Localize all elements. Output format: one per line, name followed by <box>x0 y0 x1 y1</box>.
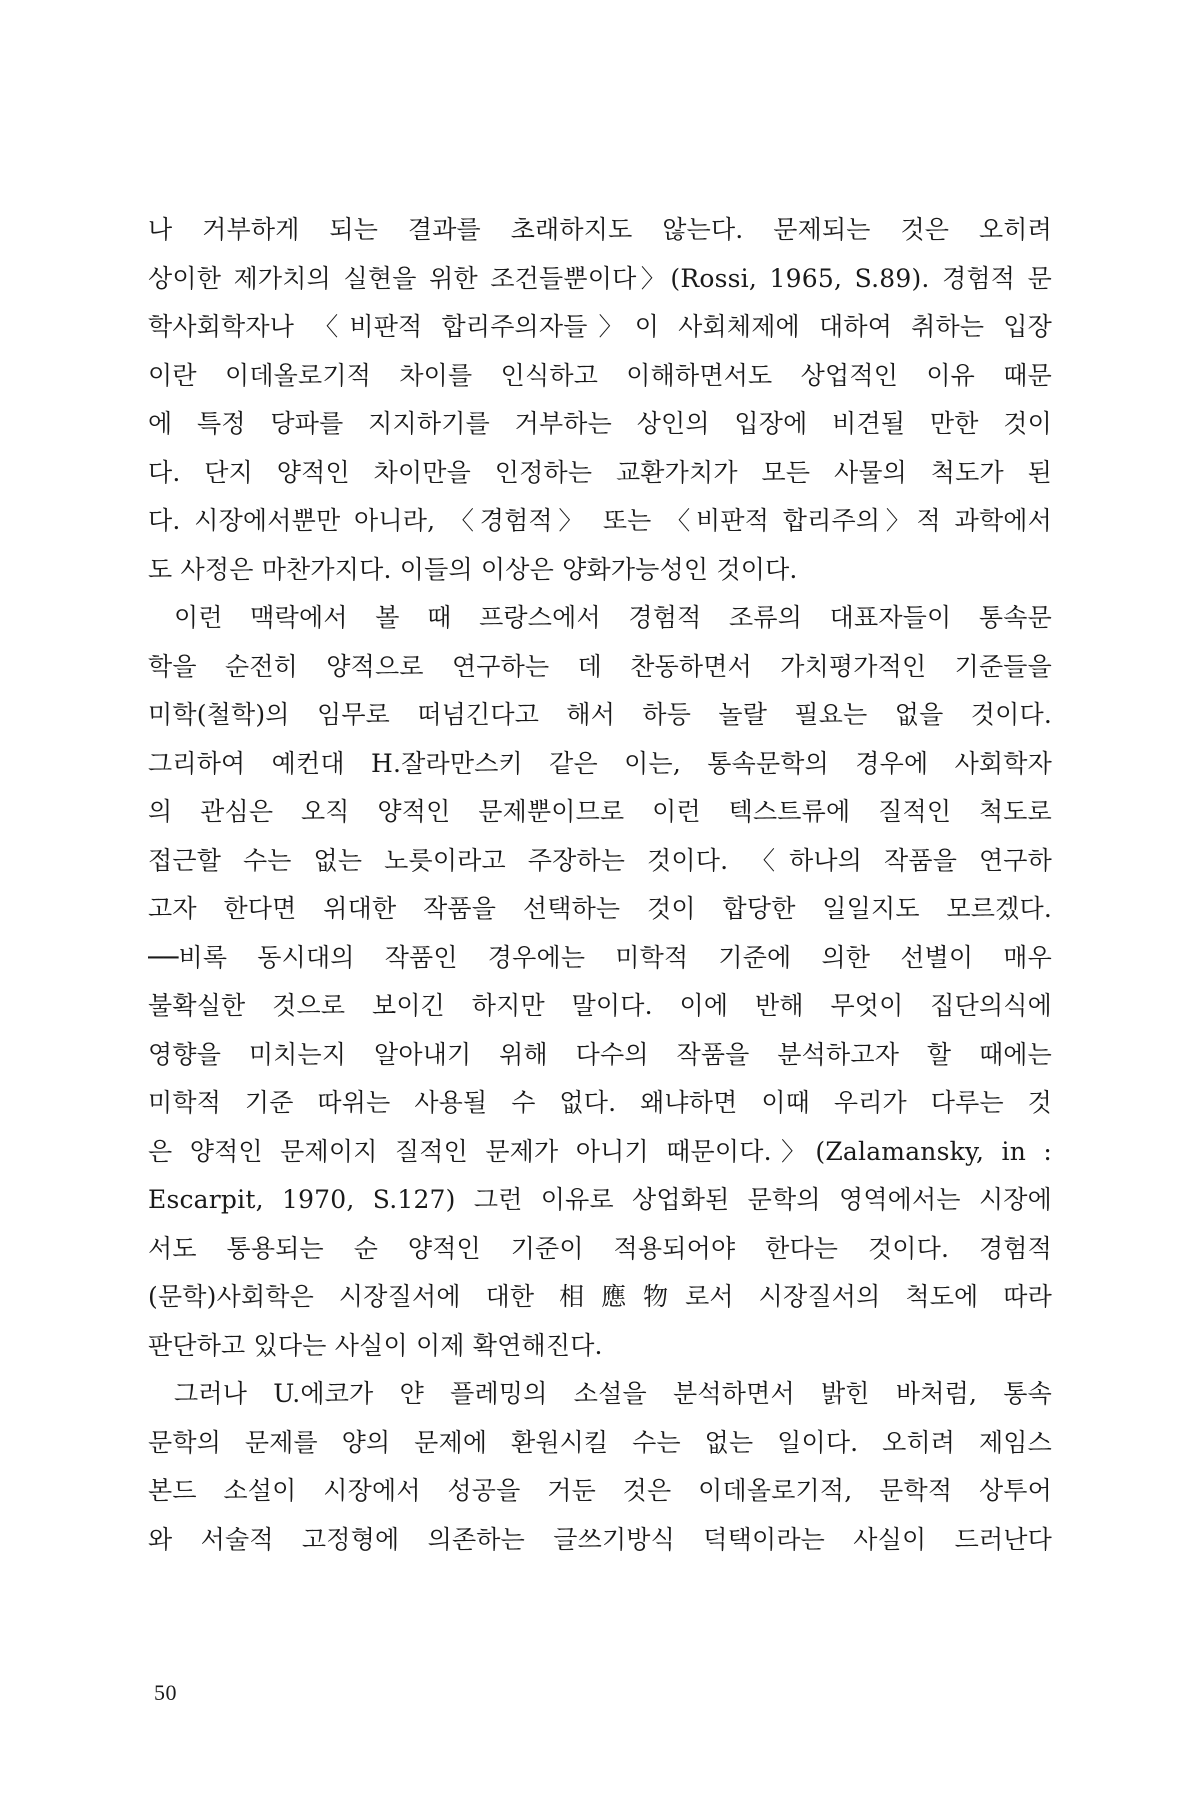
text-line: 다. 단지 양적인 차이만을 인정하는 교환가치가 모든 사물의 척도가 된 <box>148 457 1052 487</box>
text-line: (문학)사회학은 시장질서에 대한 相應物로서 시장질서의 척도에 따라 <box>148 1282 1052 1311</box>
text-line: 본드 소설이 시장에서 성공을 거둔 것은 이데올로기적, 문학적 상투어 <box>148 1476 1052 1505</box>
text-line: 그러나 U.에코가 얀 플레밍의 소설을 분석하면서 밝힌 바처럼, 통속 <box>174 1379 1052 1408</box>
body-text <box>148 206 1052 1564</box>
text-line: 이런 맥락에서 볼 때 프랑스에서 경험적 조류의 대표자들이 통속문 <box>174 603 1052 632</box>
text-line: 그리하여 예컨대 H.잘라만스키 같은 이는, 통속문학의 경우에 사회학자 <box>148 748 1052 778</box>
text-line: 서도 통용되는 순 양적인 기준이 적용되어야 한다는 것이다. 경험적 <box>148 1233 1052 1263</box>
text-line: 나 거부하게 되는 결과를 초래하지도 않는다. 문제되는 것은 오히려 <box>148 215 1052 244</box>
page-number: 50 <box>154 1680 177 1705</box>
text-line: 다. 시장에서뿐만 아니라, 〈경험적〉 또는 〈비판적 합리주의〉적 과학에서 <box>148 506 1052 535</box>
text-line: 접근할 수는 없는 노릇이라고 주장하는 것이다. 〈하나의 작품을 연구하 <box>148 845 1052 875</box>
text-line: 미학(철학)의 임무로 떠넘긴다고 해서 하등 놀랄 필요는 없을 것이다. <box>148 700 1052 729</box>
text-line: 이란 이데올로기적 차이를 인식하고 이해하면서도 상업적인 이유 때문 <box>148 360 1052 390</box>
text-line: 도 사정은 마찬가지다. 이들의 이상은 양화가능성인 것이다. <box>148 554 798 584</box>
text-line: ──비록 동시대의 작품인 경우에는 미학적 기준에 의한 선별이 매우 <box>148 942 1052 972</box>
text-line: 불확실한 것으로 보이긴 하지만 말이다. 이에 반해 무엇이 집단의식에 <box>148 991 1052 1020</box>
text-line: 학사회학자나 〈비판적 합리주의자들〉이 사회체제에 대하여 취하는 입장 <box>148 312 1052 341</box>
text-line: 학을 순전히 양적으로 연구하는 데 찬동하면서 가치평가적인 기준들을 <box>148 651 1052 681</box>
text-line: Escarpit, 1970, S.127) 그런 이유로 상업화된 문학의 영역에서는 시장에 <box>148 1185 1052 1214</box>
text-line: 고자 한다면 위대한 작품을 선택하는 것이 합당한 일일지도 모르겠다. <box>148 894 1052 923</box>
text-line: 에 특정 당파를 지지하기를 거부하는 상인의 입장에 비견될 만한 것이 <box>148 409 1052 438</box>
text-line: 상이한 제가치의 실현을 위한 조건들뿐이다〉(Rossi, 1965, S.89). 경험적 문 <box>148 263 1052 293</box>
text-line: 문학의 문제를 양의 문제에 환원시킬 수는 없는 일이다. 오히려 제임스 <box>148 1427 1052 1457</box>
text-line: 와 서술적 고정형에 의존하는 글쓰기방식 덕택이라는 사실이 드러난다 <box>148 1524 1052 1554</box>
text-line: 판단하고 있다는 사실이 이제 확연해진다. <box>148 1330 603 1360</box>
text-line: 미학적 기준 따위는 사용될 수 없다. 왜냐하면 이때 우리가 다루는 것 <box>148 1088 1052 1117</box>
text-line: 영향을 미치는지 알아내기 위해 다수의 작품을 분석하고자 할 때에는 <box>148 1039 1052 1069</box>
text-line: 은 양적인 문제이지 질적인 문제가 아니기 때문이다.〉(Zalamansky, in : <box>148 1136 1052 1166</box>
text-line: 의 관심은 오직 양적인 문제뿐이므로 이런 텍스트류에 질적인 척도로 <box>148 797 1052 826</box>
